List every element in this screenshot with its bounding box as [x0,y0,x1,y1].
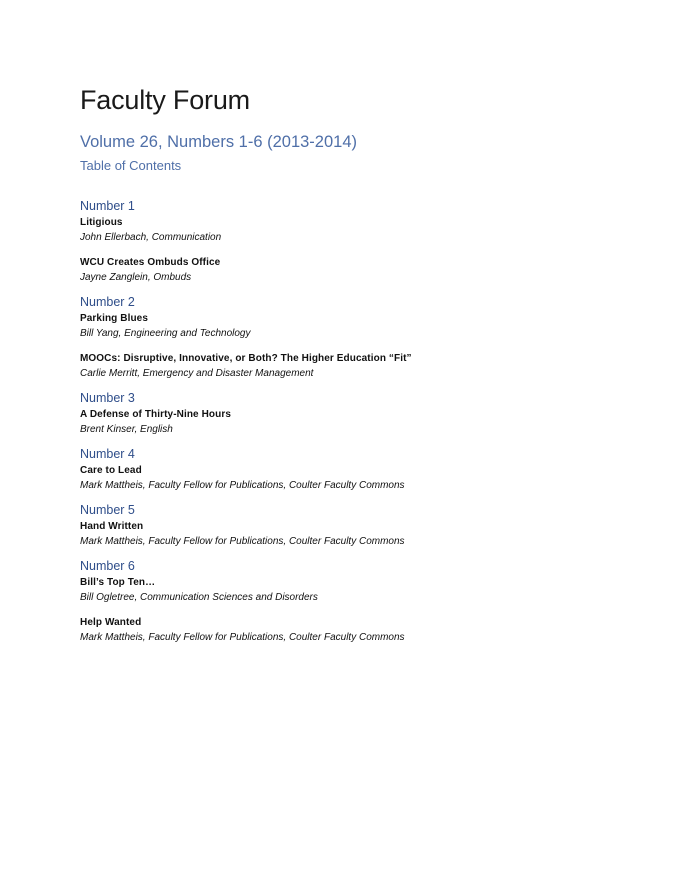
document-page [80,82,600,654]
article-author: Jayne Zanglein, Ombuds [80,272,192,283]
article-entry [80,407,600,437]
article-title: Litigious [80,217,123,228]
article-author: Mark Mattheis, Faculty Fellow for Publications, Coulter Faculty Commons [80,536,405,547]
article-title: Hand Written [80,521,144,532]
article-author: John Ellerbach, Communication [80,232,222,243]
article-title: Care to Lead [80,465,142,476]
article-entry [80,575,600,605]
article-entry [80,215,600,245]
article-title: Bill’s Top Ten… [80,577,156,588]
article-entry [80,311,600,341]
article-author: Mark Mattheis, Faculty Fellow for Publications, Coulter Faculty Commons [80,480,405,491]
issue-heading: Number 3 [80,391,135,405]
issue-section [80,558,600,645]
issue-heading: Number 5 [80,503,135,517]
article-author: Brent Kinser, English [80,424,173,435]
article-entry [80,351,600,381]
table-of-contents-heading: Table of Contents [80,158,182,173]
document-title: Faculty Forum [80,85,250,115]
article-author: Mark Mattheis, Faculty Fellow for Publications, Coulter Faculty Commons [80,632,405,643]
article-title: Parking Blues [80,313,148,324]
article-title: A Defense of Thirty-Nine Hours [80,409,231,420]
issue-section [80,502,600,549]
article-entry [80,255,600,285]
article-title: WCU Creates Ombuds Office [80,257,221,268]
article-author: Bill Ogletree, Communication Sciences and Disorders [80,592,318,603]
issue-heading: Number 2 [80,295,135,309]
article-entry [80,463,600,493]
article-title: MOOCs: Disruptive, Innovative, or Both? The Higher Education “Fit” [80,353,412,364]
issues-list [80,198,600,645]
issue-heading: Number 1 [80,199,135,213]
issue-heading: Number 6 [80,559,135,573]
issue-heading: Number 4 [80,447,135,461]
issue-section [80,390,600,437]
article-entry [80,519,600,549]
issue-section [80,198,600,285]
issue-section [80,294,600,381]
article-author: Bill Yang, Engineering and Technology [80,328,251,339]
article-author: Carlie Merritt, Emergency and Disaster Management [80,368,314,379]
issue-section [80,446,600,493]
volume-heading: Volume 26, Numbers 1-6 (2013-2014) [80,133,357,151]
article-title: Help Wanted [80,617,142,628]
article-entry [80,615,600,645]
